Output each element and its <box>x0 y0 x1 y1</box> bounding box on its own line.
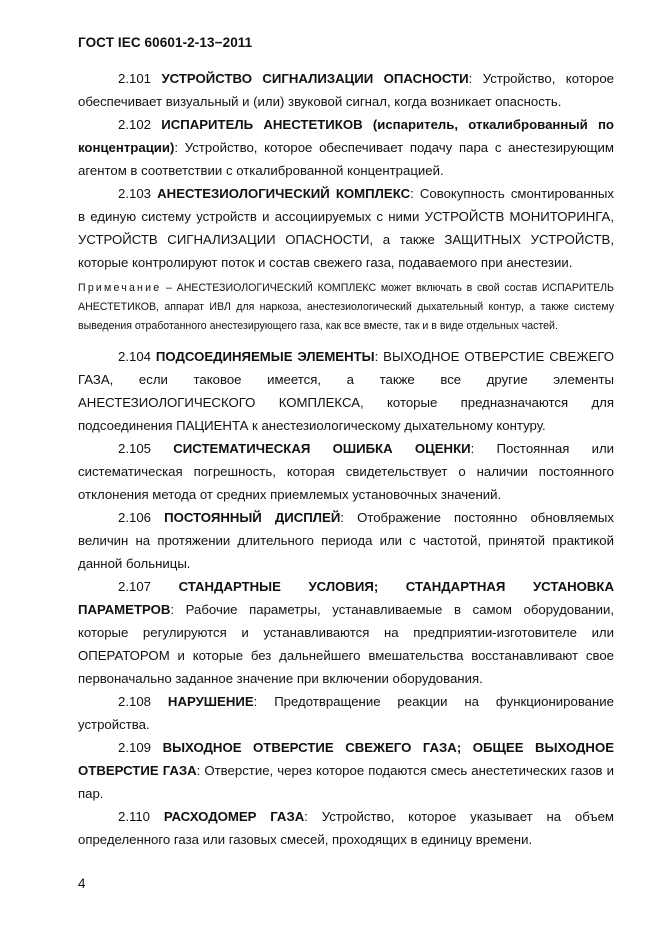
definition-2-101 <box>78 67 614 113</box>
defined-term: ПОДСОЕДИНЯЕМЫЕ ЭЛЕМЕНТЫ <box>155 349 375 364</box>
clause-number: 2.102 <box>118 117 152 132</box>
note-text: – АНЕСТЕЗИОЛОГИЧЕСКИЙ КОМПЛЕКС может включать в свой состав ИСПАРИТЕЛЬ АНЕСТЕТИКОВ, аппарат ИВЛ для наркоза, анестезиологический дыхательный контур, а также систему выведения отработанного анестезирующего газа, как все вместе, так и в виде отдельных частей. <box>78 282 614 332</box>
document-body <box>78 67 614 851</box>
definition-text: : Устройство, которое указывает на объем определенного газа или газовых смесей, проходящих в единицу времени. <box>78 809 614 847</box>
definition-2-110 <box>78 805 614 851</box>
clause-number: 2.108 <box>118 694 152 709</box>
page-number: 4 <box>78 876 86 891</box>
defined-term: ИСПАРИТЕЛЬ АНЕСТЕТИКОВ (испаритель, откалиброванный по концентрации) <box>78 117 614 155</box>
defined-term: ПОСТОЯННЫЙ ДИСПЛЕЙ <box>164 510 341 525</box>
clause-number: 2.107 <box>118 579 152 594</box>
defined-term: ВЫХОДНОЕ ОТВЕРСТИЕ СВЕЖЕГО ГАЗА; ОБЩЕЕ ВЫХОДНОЕ ОТВЕРСТИЕ ГАЗА <box>78 740 614 778</box>
definition-text: : Отверстие, через которое подаются смесь анестетических газов и пар. <box>78 763 614 801</box>
definition-2-108 <box>78 690 614 736</box>
document-header: ГОСТ IEC 60601-2-13−2011 <box>78 35 253 50</box>
definition-2-107 <box>78 575 614 690</box>
defined-term: СИСТЕМАТИЧЕСКАЯ ОШИБКА ОЦЕНКИ <box>173 441 471 456</box>
clause-number: 2.110 <box>118 809 151 824</box>
definition-text: : Совокупность смонтированных в единую систему устройств и ассоциируемых с ними УСТРОЙСТВ МОНИТОРИНГА, УСТРОЙСТВ СИГНАЛИЗАЦИИ ОПАСНОСТИ, а также ЗАЩИТНЫХ УСТРОЙСТВ, которые контролируют поток и состав свежего газа, подаваемого при анестезии. <box>78 186 614 270</box>
note-paragraph <box>78 279 614 336</box>
defined-term: УСТРОЙСТВО СИГНАЛИЗАЦИИ ОПАСНОСТИ <box>161 71 469 86</box>
definition-text: : Отображение постоянно обновляемых величин на протяжении длительного периода или с частотой, принятой практикой данной больницы. <box>78 510 614 571</box>
clause-number: 2.106 <box>118 510 152 525</box>
defined-term: СТАНДАРТНЫЕ УСЛОВИЯ; СТАНДАРТНАЯ УСТАНОВКА ПАРАМЕТРОВ <box>78 579 614 617</box>
definition-text: : Устройство, которое обеспечивает подачу пара с анестезирующим агентом в соответствии с откалиброванной концентрацией. <box>78 140 614 178</box>
definition-2-103 <box>78 182 614 274</box>
definition-text: : Постоянная или систематическая погрешность, которая свидетельствует о наличии постоянного отклонения метода от средних приемлемых установочных значений. <box>78 441 614 502</box>
definition-2-109 <box>78 736 614 805</box>
defined-term: РАСХОДОМЕР ГАЗА <box>163 809 305 824</box>
definition-2-106 <box>78 506 614 575</box>
clause-number: 2.101 <box>118 71 152 86</box>
definition-text: : Устройство, которое обеспечивает визуальный и (или) звуковой сигнал, когда возникает опасность. <box>78 71 614 109</box>
defined-term: НАРУШЕНИЕ <box>167 694 254 709</box>
note-label: Примечание <box>78 282 162 294</box>
definition-2-105 <box>78 437 614 506</box>
definition-text: : Предотвращение реакции на функционирование устройства. <box>78 694 614 732</box>
clause-number: 2.104 <box>118 349 152 364</box>
definition-2-102 <box>78 113 614 182</box>
clause-number: 2.109 <box>118 740 152 755</box>
definition-text: : ВЫХОДНОЕ ОТВЕРСТИЕ СВЕЖЕГО ГАЗА, если таковое имеется, а также все другие элементы АНЕСТЕЗИОЛОГИЧЕСКОГО КОМПЛЕКСА, которые предназначаются для подсоединения ПАЦИЕНТА к анестезиологическому дыхательному контуру. <box>78 349 614 433</box>
definition-2-104 <box>78 345 614 437</box>
clause-number: 2.105 <box>118 441 152 456</box>
definition-text: : Рабочие параметры, устанавливаемые в самом оборудовании, которые регулируются и устанавливаются на предприятии-изготовителе или ОПЕРАТОРОМ и которые без дальнейшего вмешательства восстанавливают свое первоначально заданное значение при включении оборудования. <box>78 602 614 686</box>
defined-term: АНЕСТЕЗИОЛОГИЧЕСКИЙ КОМПЛЕКС <box>157 186 411 201</box>
clause-number: 2.103 <box>118 186 152 201</box>
